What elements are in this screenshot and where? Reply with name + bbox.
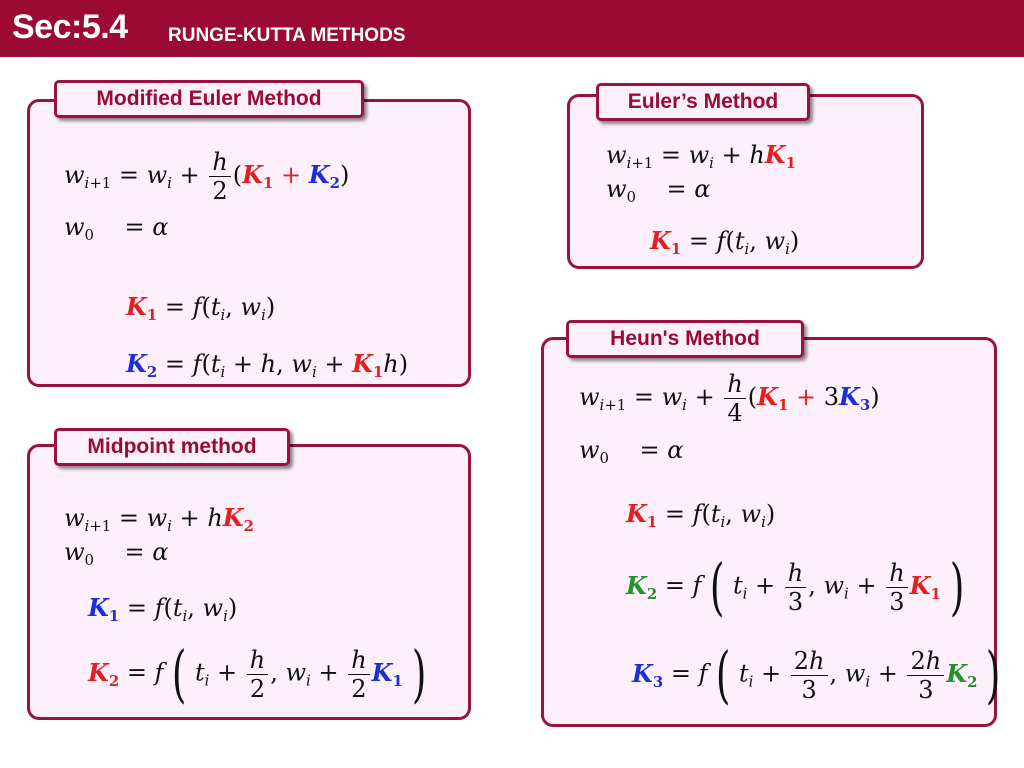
title-bar (0, 0, 1024, 57)
midpoint-label: Midpoint method (54, 428, 290, 466)
euler-update-eq: $w_{i+1} = w_i + hK_1$ (606, 140, 796, 173)
modified-euler-k2-eq: $K_2 = f(t_i + h$, $w_i + K_1h$) (126, 349, 409, 382)
euler-initial-eq: $w_0$ = α (606, 175, 711, 207)
heun-initial-eq: $w_0$ = α (579, 436, 684, 468)
modified-euler-k1-eq: $K_1 = f(t_i$, $w_i$) (126, 292, 276, 325)
heun-k1-eq: $K_1 = f(t_i$, $w_i$) (626, 499, 776, 532)
page-title: RUNGE-KUTTA METHODS (168, 25, 406, 46)
modified-euler-initial-eq: $w_0$ = α (64, 213, 169, 245)
modified-euler-label: Modified Euler Method (54, 80, 364, 118)
modified-euler-update-eq: $w_{i+1} = w_i$ + $\frac{h}{2}$ $(K_1 + K_2)$ (64, 148, 350, 205)
heun-k2-eq: $K_2 = f$ ( $t_i$ + $\frac{h}{3}$ , $w_i$ + $\frac{h}{3}$ $K_1$ ) (626, 550, 964, 623)
section-number: Sec:5.4 (12, 8, 128, 46)
heun-update-eq: $w_{i+1} = w_i$ + $\frac{h}{4}$ $(K_1 + 3K_3)$ (579, 370, 880, 427)
midpoint-k1-eq: $K_1 = f(t_i$, $w_i$) (88, 593, 238, 626)
midpoint-update-eq: $w_{i+1} = w_i + hK_2$ (64, 503, 254, 536)
heun-k3-eq: $K_3 = f$ ( $t_i$ + $\frac{2h}{3}$ , $w_i$ + $\frac{2h}{3}$ $K_2$ ) (632, 638, 1001, 711)
euler-label: Euler’s Method (596, 83, 810, 121)
euler-k1-eq: $K_1 = f(t_i$, $w_i$) (650, 226, 800, 259)
midpoint-k2-eq: $K_2 = f$ ( $t_i$ + $\frac{h}{2}$ , $w_i$ + $\frac{h}{2}$ $K_1$ ) (88, 637, 426, 710)
midpoint-initial-eq: $w_0$ = α (64, 538, 169, 570)
heun-label: Heun's Method (566, 320, 804, 358)
